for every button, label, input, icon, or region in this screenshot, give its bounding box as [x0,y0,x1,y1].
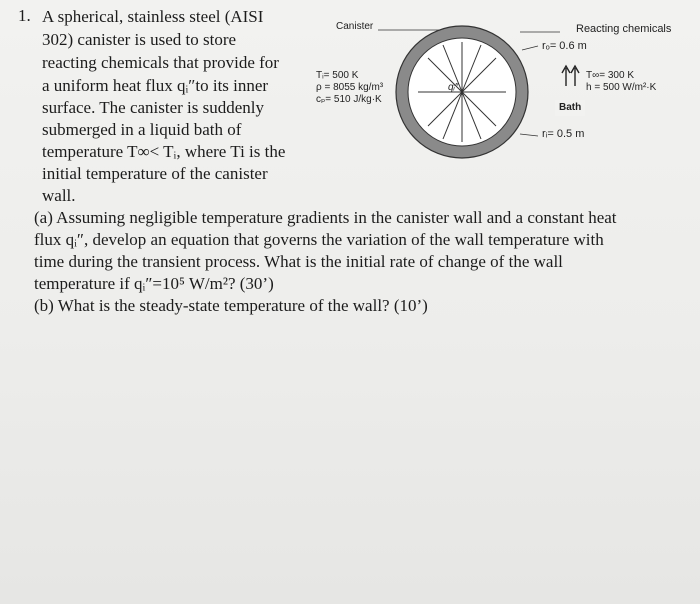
problem-line-5: surface. The canister is suddenly [42,98,265,117]
bath-flow-arrows [562,66,579,86]
cp-label: cₚ= 510 J/kg·K [316,94,382,105]
problem-line-2: 302) canister is used to store [42,30,237,49]
ro-leader [522,46,538,50]
problem-line-6: submerged in a liquid bath of [42,120,242,139]
h-label: h = 500 W/m²·K [586,82,657,93]
problem-line-3: reacting chemicals that provide for [42,53,279,72]
canister-label: Canister [336,21,374,32]
ri-label: rᵢ= 0.5 m [542,128,585,140]
bath-label: Bath [559,102,582,113]
problem-line-8: initial temperature of the canister [42,164,268,183]
qi-label: qᵢ″ [448,82,459,93]
part-a-line-2: flux qᵢ″, develop an equation that governs the variation of the wall temperature with [34,230,604,249]
part-a-line-1: (a) Assuming negligible temperature gradients in the canister wall and a constant heat [34,208,617,227]
part-a-line-3: time during the transient process. What is the initial rate of change of the wall [34,252,563,271]
part-b-line: (b) What is the steady-state temperature of the wall? (10’) [34,296,428,315]
ri-leader [520,134,538,136]
ro-label: rₒ= 0.6 m [542,40,587,52]
problem-line-4: a uniform heat flux qᵢ″to its inner [42,76,269,95]
reacting-label: Reacting chemicals [576,23,672,35]
problem-line-9: wall. [42,186,76,205]
part-a-line-4: temperature if qᵢ″=10⁵ W/m²? (30’) [34,274,274,293]
tinf-label: T∞= 300 K [586,70,634,81]
problem-number: 1. [18,6,31,25]
problem-line-1: A spherical, stainless steel (AISI [42,7,264,26]
rho-label: ρ = 8055 kg/m³ [316,82,384,93]
ti-label: Tᵢ= 500 K [316,70,359,81]
problem-line-7: temperature T∞< Tᵢ, where Ti is the [42,142,286,161]
